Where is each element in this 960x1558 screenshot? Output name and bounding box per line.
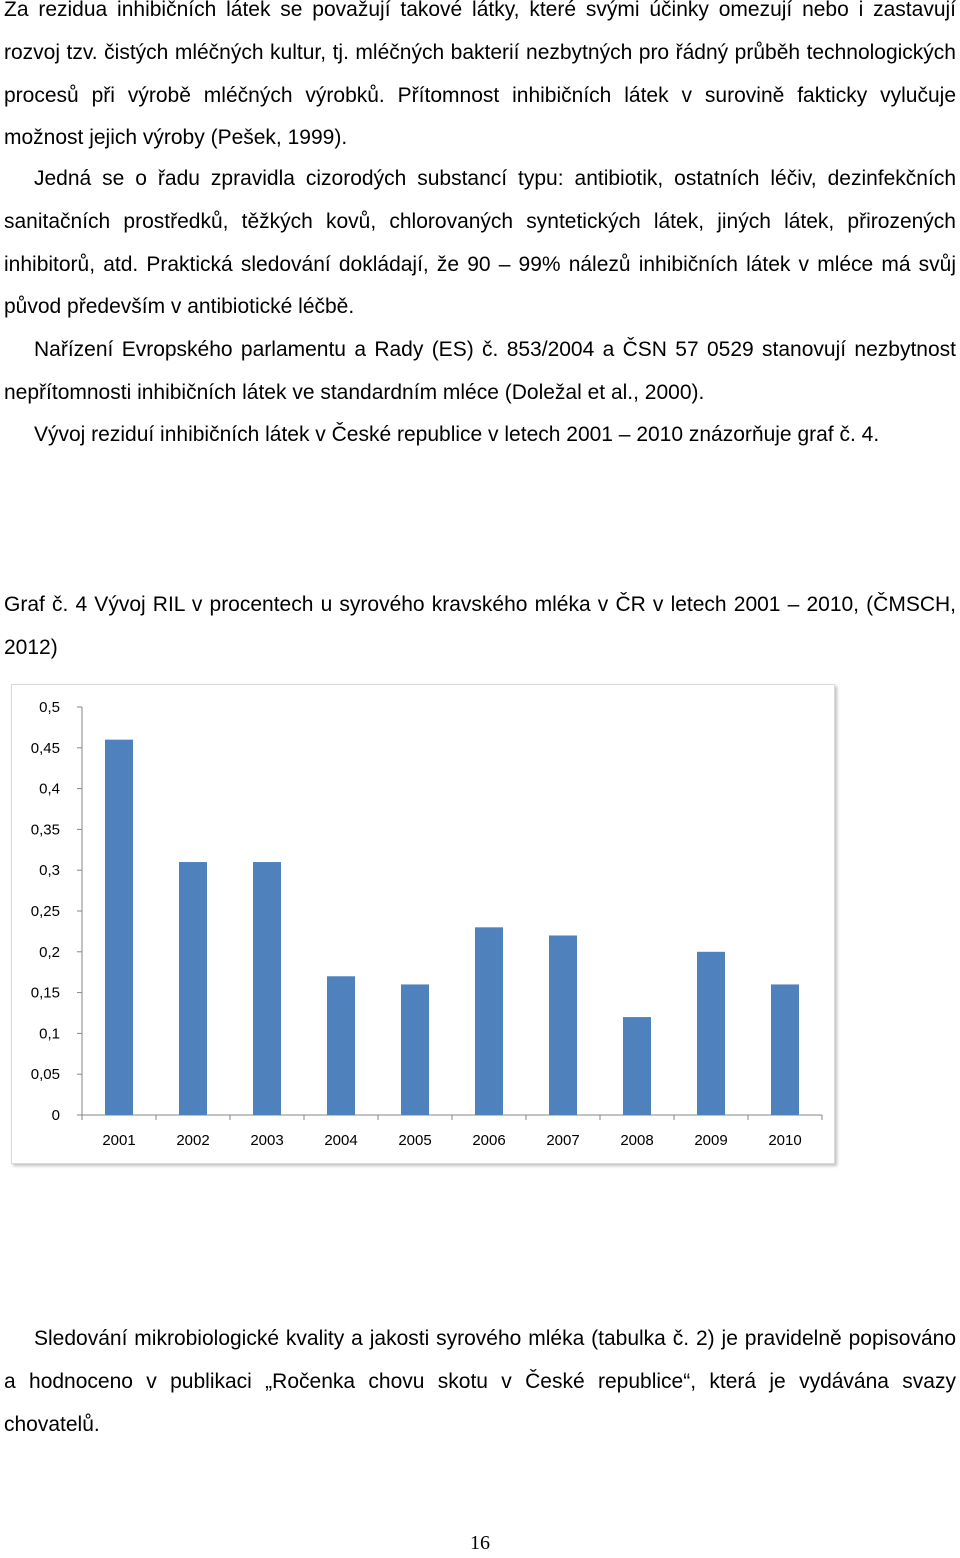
bar-chart <box>12 685 836 1165</box>
y-tick-label: 0,2 <box>39 943 60 961</box>
bar-2005 <box>401 984 429 1115</box>
y-tick-label: 0,1 <box>39 1025 60 1043</box>
paragraph-monitoring <box>4 1318 956 1446</box>
bar-2009 <box>697 952 725 1115</box>
bar-2004 <box>327 976 355 1115</box>
x-tick-label: 2006 <box>472 1132 506 1149</box>
y-tick-label: 0,15 <box>30 984 60 1002</box>
bar-2007 <box>549 935 577 1115</box>
paragraph-graph-reference <box>4 414 956 457</box>
paragraph-substance-types <box>4 158 956 329</box>
bar-2010 <box>771 984 799 1115</box>
bar-2003 <box>253 862 281 1115</box>
paragraph-inhibitory-residues-definition: Za rezidua inhibičních látek se považují takové látky, které svými účinky omezují nebo i zastavují rozvoj tzv. čistých mléčných kultur, tj. mléčných bakterií nezbytných pro řádný průběh technologických procesů při výrobě mléčných výrobků. Přítomnost inhibičních látek v surovině fakticky vylučuje možnost jejich výroby (Pešek, 1999). <box>4 0 956 150</box>
chart-frame <box>11 684 835 1164</box>
paragraph-monitoring-text: Sledování mikrobiologické kvality a jakosti syrového mléka (tabulka č. 2) je pravidelně popisováno a hodnoceno v publikaci „Ročenka chovu skotu v České republice“, která je vydávána svazy chovatelů. <box>4 1327 956 1436</box>
x-tick-label: 2008 <box>620 1132 654 1149</box>
bar-2008 <box>623 1017 651 1115</box>
y-tick-label: 0,25 <box>30 903 60 920</box>
x-tick-label: 2007 <box>546 1132 580 1149</box>
y-tick-label: 0 <box>51 1107 60 1124</box>
x-tick-label: 2005 <box>398 1132 432 1149</box>
paragraph-substance-types-text: Jedná se o řadu zpravidla cizorodých substancí typu: antibiotik, ostatních léčiv, dezinfekčních sanitačních prostředků, těžkých kovů, chlorovaných syntetických látek, jiných látek, přirozených inhibitorů, atd. Praktická sledování dokládají, že 90 – 99% nálezů inhibičních látek v mléce má svůj původ především v antibiotické léčbě. <box>4 167 956 319</box>
x-tick-label: 2001 <box>102 1132 136 1149</box>
x-tick-label: 2003 <box>250 1132 284 1149</box>
paragraph-regulation <box>4 329 956 415</box>
chart-caption: Graf č. 4 Vývoj RIL v procentech u syrového kravského mléka v ČR v letech 2001 – 2010, (ČMSCH, 2012) <box>4 593 956 659</box>
y-tick-label: 0,35 <box>30 821 60 839</box>
paragraph-regulation-text: Nařízení Evropského parlamentu a Rady (ES) č. 853/2004 a ČSN 57 0529 stanovují nezbytnost nepřítomnosti inhibičních látek ve standardním mléce (Doležal et al., 2000). <box>4 338 956 404</box>
x-tick-label: 2002 <box>176 1132 210 1149</box>
y-tick-label: 0,5 <box>39 699 60 716</box>
bar-2006 <box>475 927 503 1115</box>
x-tick-label: 2009 <box>694 1132 728 1149</box>
bar-2001 <box>105 740 133 1115</box>
y-tick-label: 0,45 <box>30 739 60 757</box>
paragraph-graph-reference-text: Vývoj reziduí inhibičních látek v České republice v letech 2001 – 2010 znázorňuje graf č. 4. <box>34 423 880 446</box>
y-tick-label: 0,3 <box>39 862 60 880</box>
y-tick-label: 0,4 <box>39 780 60 798</box>
x-tick-label: 2010 <box>768 1132 802 1149</box>
bar-2002 <box>179 862 207 1115</box>
y-tick-label: 0,05 <box>30 1066 60 1084</box>
x-tick-label: 2004 <box>324 1132 358 1149</box>
page-number: 16 <box>470 1532 490 1554</box>
